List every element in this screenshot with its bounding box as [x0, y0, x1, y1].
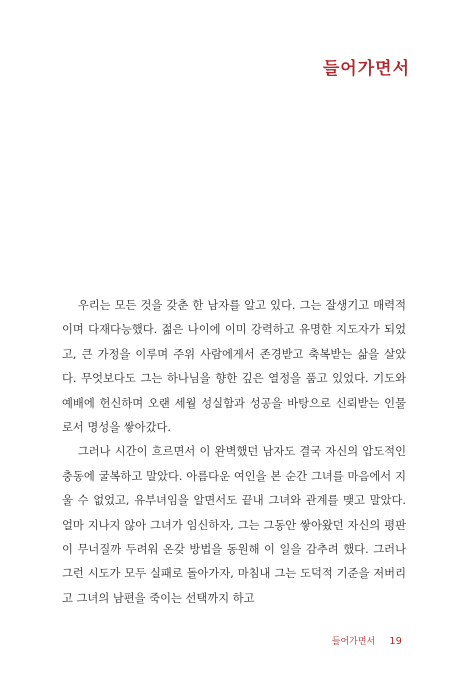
running-footer-label: 들어가면서	[331, 637, 376, 647]
chapter-title: 들어가면서	[322, 59, 410, 79]
body-text	[62, 294, 406, 611]
page-number: 19	[389, 636, 402, 647]
paragraph-2: 그러나 시간이 흐르면서 이 완벽했던 남자도 결국 자신의 압도적인 충동에 굴복하고 말았다. 아름다운 여인을 본 순간 그녀를 마음에서 지울 수 없었고, 유부녀임을 알면서도 끝내 그녀와 관계를 맺고 말았다. 얼마 지나지 않아 그녀가 임신하자, 그는 그동안 쌓아왔던 자신의 평판이 무너질까 두려워 온갖 방법을 동원해 이 일을 감추려 했다. 그러나 그런 시도가 모두 실패로 돌아가자, 마침내 그는 도덕적 기준을 저버리고 그녀의 남편을 죽이는 선택까지 하고	[62, 445, 406, 605]
paragraph-1: 우리는 모든 것을 갖춘 한 남자를 알고 있다. 그는 잘생기고 매력적이며 다재다능했다. 젊은 나이에 이미 강력하고 유명한 지도자가 되었고, 큰 가정을 이루며 주위 사람에게서 존경받고 축복받는 삶을 살았다. 무엇보다도 그는 하나님을 향한 깊은 열정을 품고 있었다. 기도와 예배에 헌신하며 오랜 세월 성실함과 성공을 바탕으로 신뢰받는 인물로서 명성을 쌓아갔다.	[62, 299, 406, 435]
page-footer	[332, 634, 402, 647]
